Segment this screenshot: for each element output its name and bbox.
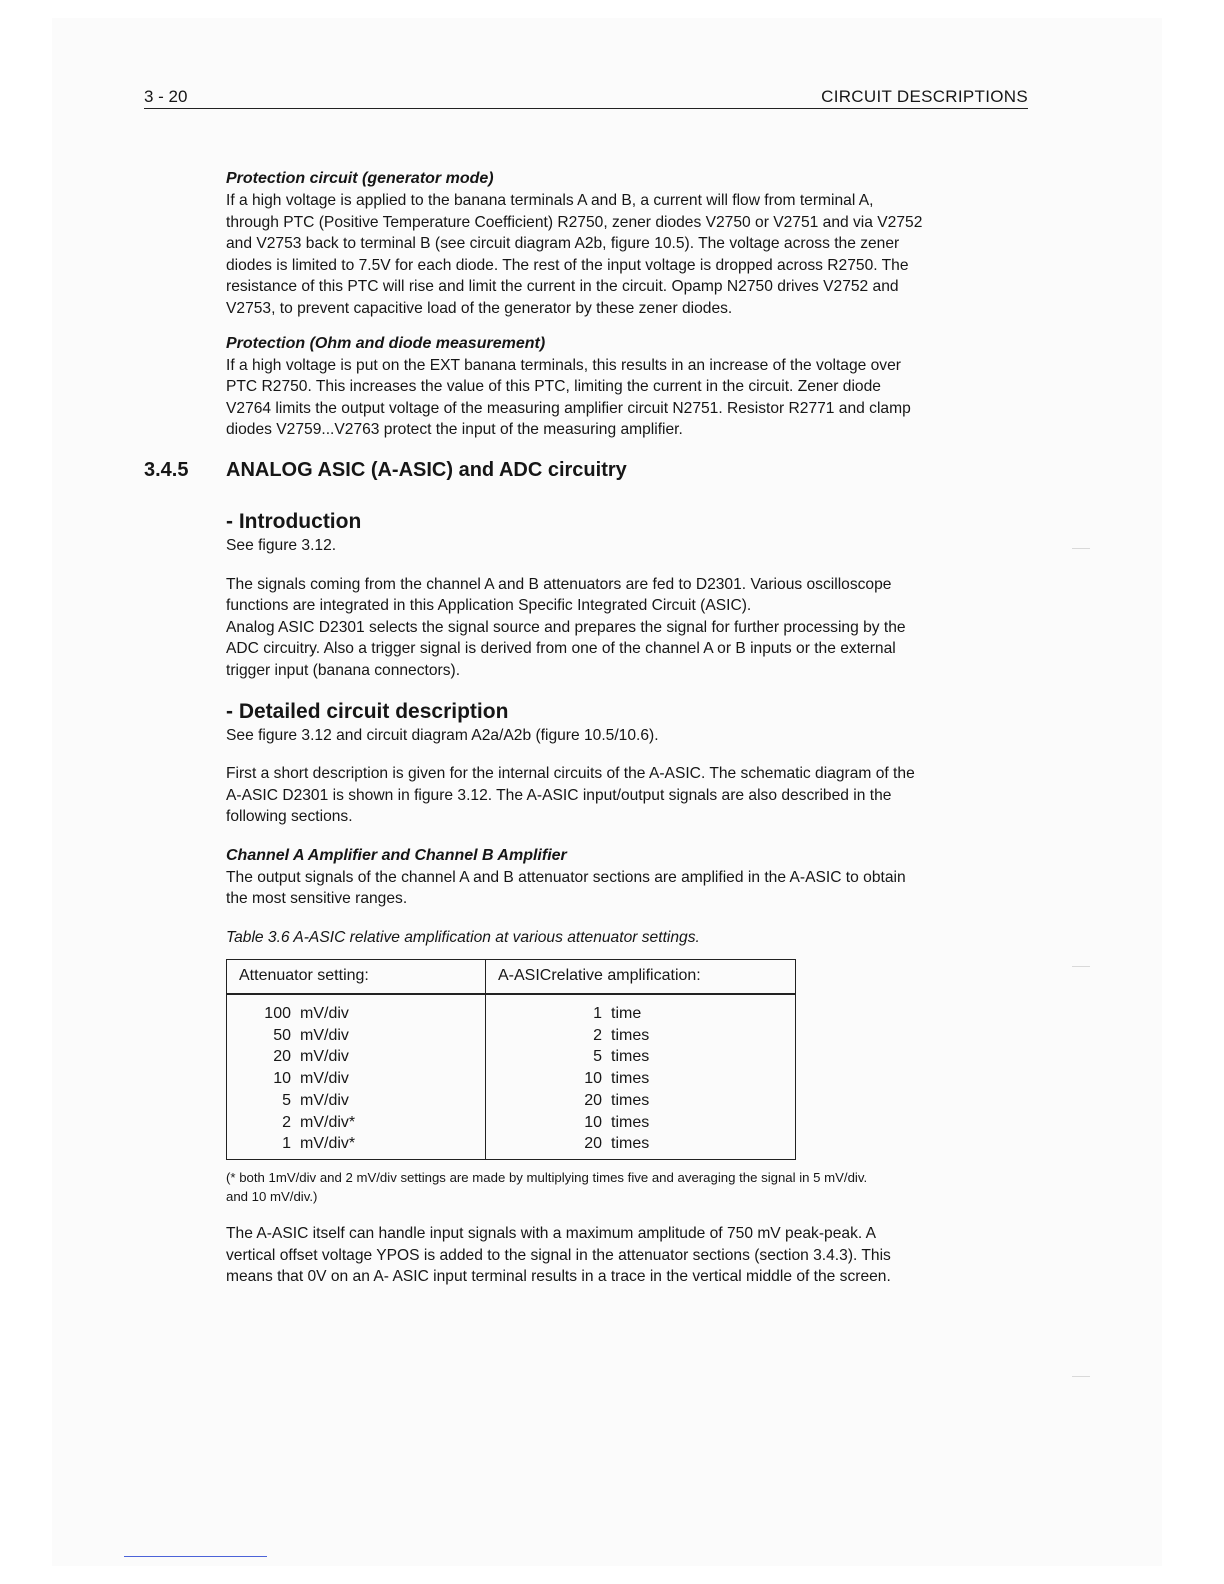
table-row [486, 1090, 795, 1112]
amp-unit: times [611, 1048, 650, 1066]
paragraph-line: and V2753 back to terminal B (see circuit diagram A2b, figure 10.5). The voltage across the zener [226, 235, 900, 253]
paragraph-line: resistance of this PTC will rise and limit the current in the circuit. Opamp N2750 drives V2752 and [226, 278, 899, 296]
paragraph-line: following sections. [226, 808, 353, 826]
detailed-heading: - Detailed circuit description [226, 699, 509, 723]
bottom-underline [124, 1556, 267, 1557]
paragraph-line: The output signals of the channel A and B attenuator sections are amplified in the A-ASIC to obtain [226, 868, 906, 886]
table-row [227, 1133, 485, 1155]
att-value: 100 [264, 1005, 291, 1023]
paragraph-line: If a high voltage is put on the EXT banana terminals, this results in an increase of the voltage over [226, 356, 901, 374]
table-row [486, 1003, 795, 1025]
att-unit: mV/div [300, 1005, 349, 1023]
amplification-column [486, 994, 796, 1159]
att-unit: mV/div [300, 1026, 349, 1044]
introduction-heading: - Introduction [226, 509, 362, 533]
paragraph-line: ADC circuitry. Also a trigger signal is derived from one of the channel A or B inputs or the external [226, 640, 896, 658]
scan-edge-mark [1072, 548, 1090, 549]
protection-ohm-heading: Protection (Ohm and diode measurement) [226, 334, 546, 352]
table-row [227, 1068, 485, 1090]
table-header-attenuator: Attenuator setting: [227, 960, 486, 995]
footnote-line: and 10 mV/div.) [226, 1188, 318, 1204]
paragraph-line: V2764 limits the output voltage of the measuring amplifier circuit N2751. Resistor R2771 and clamp [226, 399, 911, 417]
page-number: 3 - 20 [144, 87, 188, 106]
table-row [227, 1112, 485, 1134]
att-value: 5 [282, 1091, 291, 1109]
amp-unit: times [611, 1091, 650, 1109]
amp-value: 10 [584, 1070, 602, 1088]
amp-value: 1 [593, 1005, 602, 1023]
amp-unit: times [611, 1135, 650, 1153]
paragraph-line: trigger input (banana connectors). [226, 661, 461, 679]
att-value: 10 [273, 1070, 291, 1088]
amp-value: 20 [584, 1135, 602, 1153]
scan-edge-mark [1072, 1376, 1090, 1377]
table-row [486, 1133, 795, 1155]
amp-value: 20 [584, 1091, 602, 1109]
table-row [486, 1068, 795, 1090]
page-header [144, 86, 1028, 109]
paragraph-line: diodes V2759...V2763 protect the input of the measuring amplifier. [226, 421, 683, 439]
att-unit: mV/div [300, 1091, 349, 1109]
amp-unit: times [611, 1113, 650, 1131]
paragraph-line: The signals coming from the channel A and B attenuators are fed to D2301. Various oscilloscope [226, 575, 892, 593]
paragraph-line: V2753, to prevent capacitive load of the generator by these zener diodes. [226, 299, 733, 317]
protection-ohm-paragraph [226, 355, 1036, 441]
paragraph-line: the most sensitive ranges. [226, 890, 408, 908]
scan-edge-mark [1072, 966, 1090, 967]
paragraph-line: diodes is limited to 7.5V for each diode. The rest of the input voltage is dropped across R2750. The [226, 256, 909, 274]
table-header-amplification: A-ASICrelative amplification: [486, 960, 796, 995]
amp-unit: times [611, 1070, 650, 1088]
paragraph-line: means that 0V on an A- ASIC input terminal results in a trace in the vertical middle of the screen. [226, 1268, 891, 1286]
att-unit: mV/div [300, 1070, 349, 1088]
section-number: 3.4.5 [144, 458, 189, 481]
amp-value: 10 [584, 1113, 602, 1131]
table-row [227, 1046, 485, 1068]
introduction-paragraph [226, 574, 1036, 682]
closing-paragraph [226, 1223, 1036, 1288]
paragraph-line: The A-ASIC itself can handle input signals with a maximum amplitude of 750 mV peak-peak. A [226, 1224, 877, 1242]
paragraph-line: A-ASIC D2301 is shown in figure 3.12. The A-ASIC input/output signals are also described in the [226, 786, 892, 804]
table-caption: Table 3.6 A-ASIC relative amplification at various attenuator settings. [226, 929, 700, 947]
detailed-see: See figure 3.12 and circuit diagram A2a/A2b (figure 10.5/10.6). [226, 726, 659, 744]
table-footnote [226, 1168, 1036, 1206]
table-row [486, 1112, 795, 1134]
attenuator-column [227, 994, 486, 1159]
channel-amplifier-paragraph [226, 867, 1036, 910]
paragraph-line: vertical offset voltage YPOS is added to the signal in the attenuator sections (section 3.4.3). This [226, 1246, 891, 1264]
att-value: 2 [282, 1113, 291, 1131]
att-unit: mV/div* [300, 1113, 356, 1131]
att-value: 1 [282, 1135, 291, 1153]
table-row [486, 1025, 795, 1047]
att-value: 50 [273, 1026, 291, 1044]
amp-unit: times [611, 1026, 650, 1044]
protection-generator-paragraph [226, 190, 1036, 320]
channel-amplifier-heading: Channel A Amplifier and Channel B Amplifier [226, 846, 567, 864]
detailed-paragraph [226, 763, 1036, 828]
table-row [486, 1046, 795, 1068]
chapter-title: CIRCUIT DESCRIPTIONS [821, 87, 1028, 106]
amp-value: 5 [593, 1048, 602, 1066]
paragraph-line: Analog ASIC D2301 selects the signal source and prepares the signal for further processing by the [226, 618, 906, 636]
paragraph-line: If a high voltage is applied to the banana terminals A and B, a current will flow from terminal A, [226, 192, 874, 209]
amplification-table [226, 959, 796, 1160]
introduction-see: See figure 3.12. [226, 536, 337, 554]
paragraph-line: through PTC (Positive Temperature Coefficient) R2750, zener diodes V2750 or V2751 and via V2752 [226, 213, 923, 231]
paragraph-line: First a short description is given for the internal circuits of the A-ASIC. The schematic diagram of the [226, 765, 915, 783]
table-row [227, 1090, 485, 1112]
amp-unit: time [611, 1005, 642, 1023]
table-row [227, 1025, 485, 1047]
footnote-line: (* both 1mV/div and 2 mV/div settings are made by multiplying times five and averaging the signal in 5 mV/div. [226, 1169, 868, 1185]
protection-generator-heading: Protection circuit (generator mode) [226, 170, 494, 187]
amp-value: 2 [593, 1026, 602, 1044]
att-unit: mV/div* [300, 1135, 356, 1153]
table-row [227, 1003, 485, 1025]
att-value: 20 [273, 1048, 291, 1066]
page-content [144, 168, 1036, 1288]
section-title: ANALOG ASIC (A-ASIC) and ADC circuitry [226, 458, 627, 481]
paragraph-line: PTC R2750. This increases the value of this PTC, limiting the current in the circuit. Zener diode [226, 378, 881, 396]
att-unit: mV/div [300, 1048, 349, 1066]
section-heading [144, 441, 1036, 497]
paragraph-line: functions are integrated in this Application Specific Integrated Circuit (ASIC). [226, 597, 752, 615]
